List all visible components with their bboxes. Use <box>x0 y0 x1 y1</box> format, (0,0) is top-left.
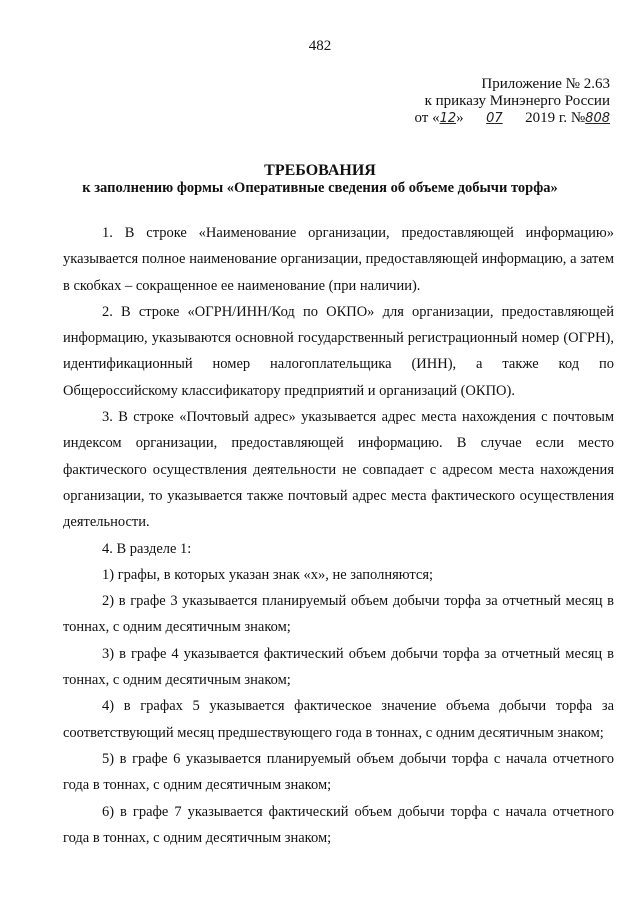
document-title: ТРЕБОВАНИЯ <box>264 162 376 179</box>
page-number: 482 <box>308 38 332 54</box>
appendix-order-ref: к приказу Минэнерго России <box>424 93 610 109</box>
list-item-6: 6) в графе 7 указывается фактический объем добычи торфа с начала отчетного года в тоннах, с одним десятичным знаком; <box>63 803 614 846</box>
date-day-close: » <box>456 110 464 126</box>
order-number: 808 <box>585 111 610 126</box>
list-item-5: 5) в графе 6 указывается планируемый объем добычи торфа с начала отчетного года в тоннах, с одним десятичным знаком; <box>63 750 614 794</box>
paragraph-1: 1. В строке «Наименование организации, предоставляющей информацию» указывается полное наименование организации, предоставляющей информацию, а затем в скобках – сокращенное ее наименование (при наличии). <box>63 225 614 294</box>
date-month: 07 <box>486 111 503 126</box>
document-body <box>63 220 614 851</box>
date-prefix: от « <box>414 110 440 126</box>
appendix-title: Приложение № 2.63 <box>481 76 610 92</box>
date-year: 2019 г. № <box>525 110 586 126</box>
list-item-2: 2) в графе 3 указывается планируемый объем добычи торфа за отчетный месяц в тоннах, с одним десятичным знаком; <box>63 593 614 636</box>
paragraph-2: 2. В строке «ОГРН/ИНН/Код по ОКПО» для организации, предоставляющей информацию, указываются основной государственный регистрационный номер (ОГРН), идентификационный номер налогоплательщика (ИНН), а также код по Общероссийскому классификатору предприятий и организаций (ОКПО). <box>63 303 614 399</box>
paragraph-4: 4. В разделе 1: <box>102 540 192 557</box>
appendix-date-line <box>350 110 610 127</box>
appendix-header <box>350 76 610 127</box>
list-item-4: 4) в графах 5 указывается фактическое значение объема добычи торфа за соответствующий месяц предшествующего года в тоннах, с одним десятичным знаком; <box>63 698 614 741</box>
date-day: 12 <box>439 111 457 126</box>
paragraph-3: 3. В строке «Почтовый адрес» указывается адрес места нахождения с почтовым индексом организации, предоставляющей информацию. В случае если место фактического осуществления деятельности не совпадает с адресом места нахождения организации, то указывается также почтовый адрес места фактического осуществления деятельности. <box>63 409 614 531</box>
list-item-1: 1) графы, в которых указан знак «х», не заполняются; <box>102 566 434 583</box>
document-subtitle: к заполнению формы «Оперативные сведения об объеме добычи торфа» <box>82 180 558 196</box>
list-item-3: 3) в графе 4 указывается фактический объем добычи торфа за отчетный месяц в тоннах, с одним десятичным знаком; <box>63 645 614 689</box>
